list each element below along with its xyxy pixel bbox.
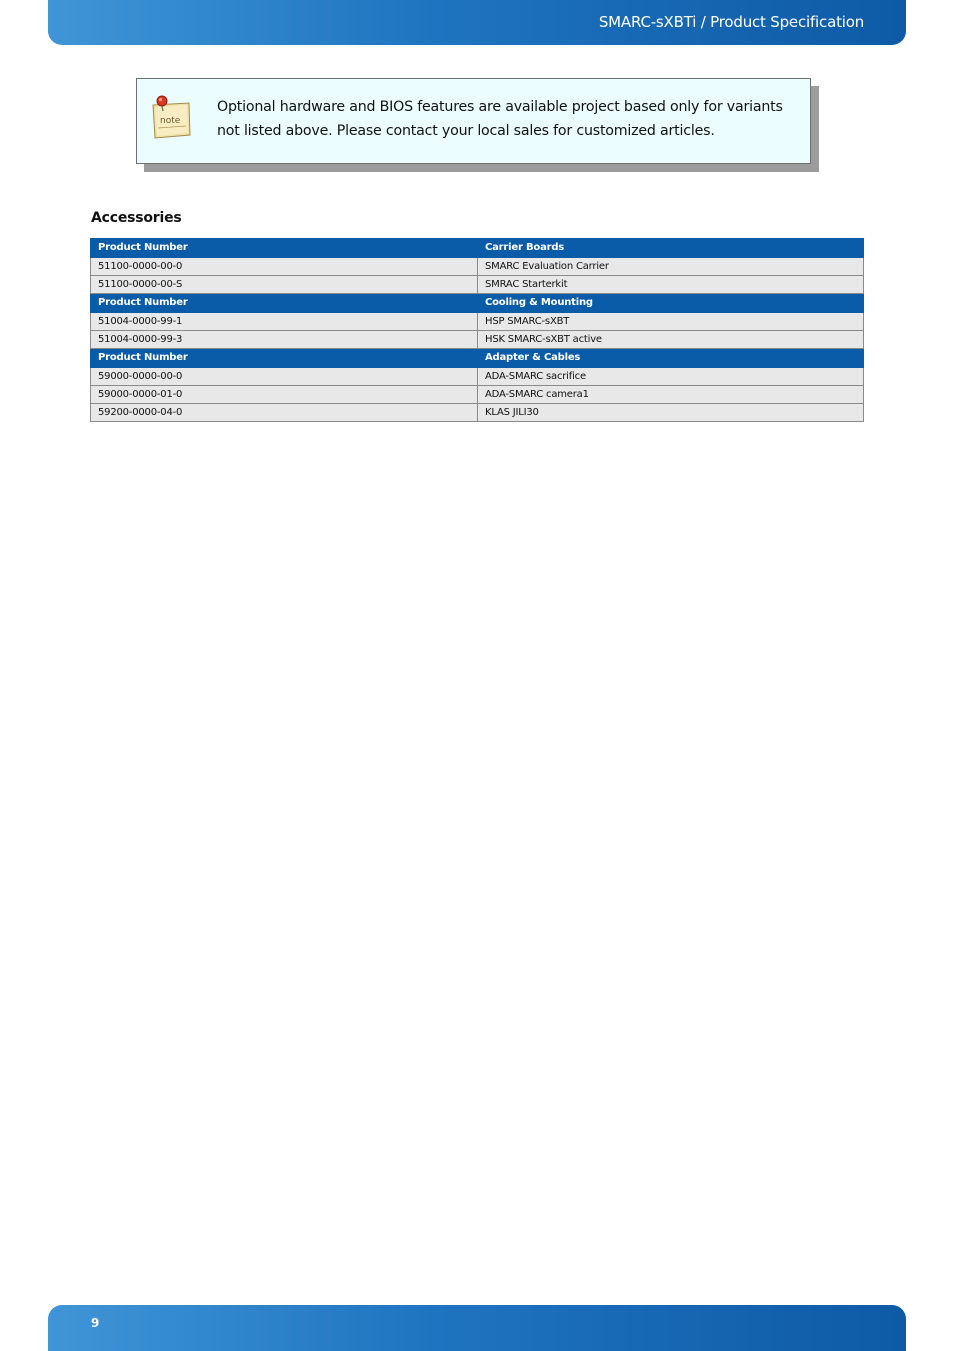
table-header-row xyxy=(91,294,864,313)
product-number-cell: 51100-0000-00-S xyxy=(91,276,478,294)
accessories-heading: Accessories xyxy=(91,210,182,226)
product-name-cell: SMRAC Starterkit xyxy=(478,276,864,294)
note-icon xyxy=(149,95,193,141)
header-category: Carrier Boards xyxy=(478,239,864,258)
note-text: Optional hardware and BIOS features are available project based only for variants not listed above. Please contact your local sales for customized articles. xyxy=(217,99,783,139)
document-title: SMARC-sXBTi / Product Specification xyxy=(598,13,864,31)
accessories-table xyxy=(90,238,864,422)
product-number-cell: 51004-0000-99-1 xyxy=(91,313,478,331)
product-name-cell: ADA-SMARC camera1 xyxy=(478,386,864,404)
product-number-cell: 59200-0000-04-0 xyxy=(91,404,478,422)
product-number-cell: 59000-0000-00-0 xyxy=(91,368,478,386)
table-row xyxy=(91,276,864,294)
table-row xyxy=(91,331,864,349)
header-category: Adapter & Cables xyxy=(478,349,864,368)
table-row xyxy=(91,404,864,422)
product-name-cell: SMARC Evaluation Carrier xyxy=(478,258,864,276)
table-row xyxy=(91,386,864,404)
product-name-cell: ADA-SMARC sacrifice xyxy=(478,368,864,386)
product-number-cell: 51004-0000-99-3 xyxy=(91,331,478,349)
table-header-row xyxy=(91,239,864,258)
product-name-cell: HSK SMARC-sXBT active xyxy=(478,331,864,349)
table-header-row xyxy=(91,349,864,368)
header-product-number: Product Number xyxy=(91,349,478,368)
svg-text:note: note xyxy=(160,116,181,126)
note-box xyxy=(136,78,811,164)
page-number: 9 xyxy=(91,1316,100,1330)
page-header xyxy=(48,0,906,45)
product-number-cell: 51100-0000-00-0 xyxy=(91,258,478,276)
product-name-cell: HSP SMARC-sXBT xyxy=(478,313,864,331)
header-category: Cooling & Mounting xyxy=(478,294,864,313)
table-row xyxy=(91,258,864,276)
header-product-number: Product Number xyxy=(91,239,478,258)
product-number-cell: 59000-0000-01-0 xyxy=(91,386,478,404)
product-name-cell: KLAS JILI30 xyxy=(478,404,864,422)
header-product-number: Product Number xyxy=(91,294,478,313)
table-row xyxy=(91,313,864,331)
page-footer xyxy=(48,1305,906,1351)
table-row xyxy=(91,368,864,386)
